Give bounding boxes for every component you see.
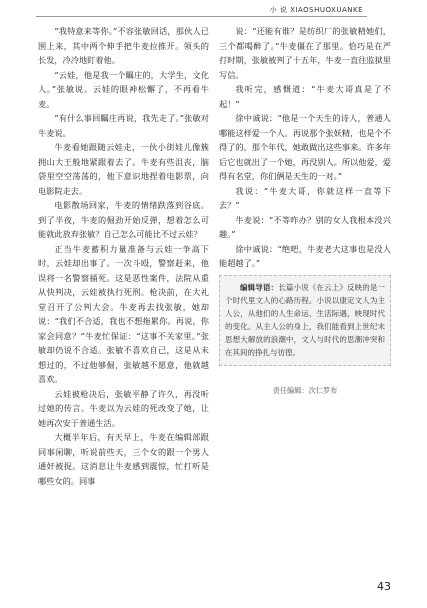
- body-paragraph: 徐中诚说：“他是一个天生的诗人，普通人哪能这样爱一个人。再说那个张妖精，也是个不得了的，那个年代，她敢做出这些事来。许多年后它也就出了一个她，再没别人。所以他爱，爱得有名堂，你们俩是天生的一对。”: [219, 113, 391, 181]
- body-paragraph: 说：“还能有谁？是纺织厂的张敏精她们，三个都喝醉了。”牛麦僵在了那里。恰巧是在严打时期，张敏被判了十五年，牛麦一直往监狱里写信。: [219, 26, 391, 80]
- header-text: 小 说 XIAOSHUOXUANKE: [269, 6, 363, 14]
- body-paragraph: 正当牛麦蓄积力量准备与云娃一争高下时，云娃却出事了。一次斗殴，警察赶来，他误将一名警察捅死。这是恶性案件，法院从重从快判决，云娃被执行死刑。枪决前，在大礼堂召开了公判大会。牛麦再去找张敏，她却说：“我们不合适，我也不想拖累你。再说，你家会同意？”牛麦忙保证：“这事不关家里。”张敏却仍说不合适。张敏不喜欢自己，这是从未想过的，不过他够倔，张敏越不愿意，他就越喜欢。: [38, 243, 209, 384]
- header-rule: [36, 16, 367, 17]
- editor-guide-paragraph: [225, 281, 385, 359]
- right-column-paragraphs: [219, 24, 391, 271]
- body-paragraph: “有什么事回瞩庄再说，我先走了。”张敏对牛麦说。: [38, 113, 209, 138]
- left-column: [38, 24, 209, 488]
- body-paragraph: 牛麦说：“不等咋办？别的女人我根本没兴趣。”: [219, 214, 391, 239]
- editor-guide-text: 长篇小说《在云上》反映的是一个时代里文人的心路历程。小说以康定文人为主人公，从他们的人生命运、生活际遇，映现时代的变化。从主人公的身上，我们能看到上世纪末思想大解放的浪潮中，文人与时代的思潮冲突和在其间的挣扎与彷徨。: [225, 282, 386, 357]
- editor-guide-label: 编辑导语：: [240, 282, 279, 292]
- body-paragraph: 我说：“牛麦大哥，你就这样一直等下去？”: [219, 185, 391, 210]
- page-number: 43: [377, 580, 391, 593]
- body-paragraph: “云娃，他是我一个瞩庄的，大学生，文化人。”张敏说。云娃的眼神松懈了，不再看牛麦。: [38, 69, 209, 109]
- body-paragraph: 徐中诚说：“绝吧，牛麦老大这事也是没人能超越了。”: [219, 243, 391, 268]
- body-paragraph: 牛麦看她跟随云娃走，一伙小街娃儿像簇拥山大王般地紧跟着去了。牛麦有些沮丧，脑袋里空空荡荡的，他下意识地捏着电影票，向电影院走去。: [38, 142, 209, 196]
- body-paragraph: 大概半年后，有天早上，牛麦在编辑部跟同事闲聊，听说前些天，三个女的跟一个男人通奸被捉。这消息让牛麦感到震惊，忙打听是哪些女的。同事: [38, 432, 209, 486]
- body-paragraph: 电影散场回家，牛麦的情绪跌落到谷底。到了半夜，牛麦的倔劲开始反弹，想着怎么可能就此放弃张敏？自己怎么可能比不过云娃？: [38, 200, 209, 239]
- editor-guide-box: [219, 275, 391, 366]
- body-paragraph: 云娃被枪决后，张敏平静了许久，再没听过她的传言。牛麦以为云娃的死改变了她，让她再次安于普通生活。: [38, 388, 209, 428]
- body-paragraph: “我特意来等你。”不容张敏回话，那伙人已围上来，其中两个伸手把牛麦拉推开。领头的长发，冷冷地盯着他。: [38, 26, 209, 65]
- responsible-editor: 责任编辑：次仁罗布: [272, 385, 338, 395]
- right-column: [219, 24, 391, 398]
- page-header: [0, 0, 427, 20]
- body-paragraph: 我听完，感慨道：“牛麦大哥真是了不起！”: [219, 84, 391, 109]
